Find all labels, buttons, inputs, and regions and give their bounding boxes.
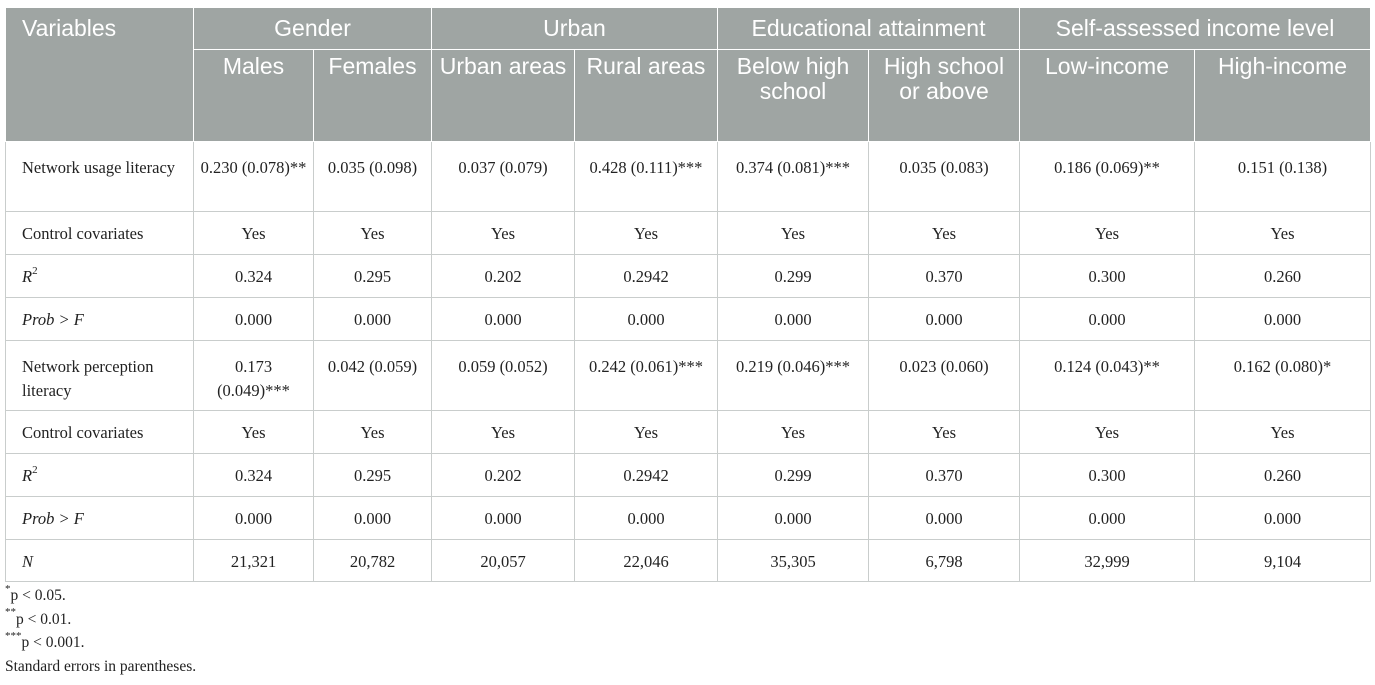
group-header-income: Self-assessed income level [1020,8,1371,50]
table-cell: 0.000 [194,497,314,540]
table-cell: 0.000 [314,298,432,341]
table-cell: Yes [314,411,432,454]
table-row [6,341,1371,411]
row-label: Prob > F [6,298,194,341]
table-cell: 0.023 (0.060) [869,341,1020,411]
subgroup-header-high-income: High-income [1195,50,1371,142]
results-table-container [5,7,1370,582]
footnote: *p < 0.05. [5,582,66,604]
table-cell: 0.370 [869,454,1020,497]
table-cell: Yes [1195,411,1371,454]
table-cell: 0.2942 [575,454,718,497]
footnote: **p < 0.01. [5,606,72,628]
table-cell: 0.428 (0.111)*** [575,142,718,212]
row-label-r-squared: $R^2$ [6,454,194,497]
table-cell: 22,046 [575,540,718,582]
table-cell: 0.000 [869,497,1020,540]
group-header-gender: Gender [194,8,432,50]
table-cell: 0.374 (0.081)*** [718,142,869,212]
table-row [6,255,1371,298]
table-row [6,142,1371,212]
table-cell: 0.042 (0.059) [314,341,432,411]
table-cell: 0.324 [194,255,314,298]
table-row [6,540,1371,582]
subgroup-header-males: Males [194,50,314,142]
table-cell: 0.300 [1020,454,1195,497]
table-cell: 0.000 [575,298,718,341]
header-subgroup-row [6,50,1371,142]
table-cell: 0.162 (0.080)* [1195,341,1371,411]
row-label: Control covariates [6,212,194,255]
table-cell: 0.295 [314,255,432,298]
table-cell: 21,321 [194,540,314,582]
table-cell: 20,782 [314,540,432,582]
table-cell: 0.299 [718,454,869,497]
table-cell: 0.000 [718,298,869,341]
table-cell: Yes [1020,212,1195,255]
table-cell: 0.2942 [575,255,718,298]
table-cell: 0.035 (0.098) [314,142,432,212]
table-cell: 0.000 [432,298,575,341]
table-header [6,8,1371,142]
table-cell: Yes [432,411,575,454]
row-label: Control covariates [6,411,194,454]
table-cell: 0.173 (0.049)*** [194,341,314,411]
row-label: Network usage literacy [6,142,194,212]
table-cell: Yes [575,212,718,255]
table-row [6,454,1371,497]
subgroup-header-high-school-or-above: High school or above [869,50,1020,142]
table-cell: 0.260 [1195,454,1371,497]
footnote: Standard errors in parentheses. [5,657,197,675]
results-table [5,7,1371,582]
table-cell: 0.000 [869,298,1020,341]
table-cell: 32,999 [1020,540,1195,582]
table-cell: 9,104 [1195,540,1371,582]
table-cell: Yes [869,212,1020,255]
table-cell: 0.295 [314,454,432,497]
table-cell: Yes [718,411,869,454]
table-cell: 0.000 [718,497,869,540]
table-cell: 0.202 [432,255,575,298]
row-label-r-squared: $R^2$ [6,255,194,298]
subgroup-header-below-high-school: Below high school [718,50,869,142]
table-cell: 0.059 (0.052) [432,341,575,411]
table-row [6,212,1371,255]
table-cell: 0.035 (0.083) [869,142,1020,212]
table-cell: Yes [194,212,314,255]
table-cell: Yes [314,212,432,255]
group-header-education: Educational attainment [718,8,1020,50]
table-cell: 35,305 [718,540,869,582]
table-cell: 0.186 (0.069)** [1020,142,1195,212]
variables-header: Variables [6,8,194,142]
header-group-row [6,8,1371,50]
table-cell: 0.000 [1020,298,1195,341]
table-cell: 0.000 [432,497,575,540]
table-cell: 0.000 [194,298,314,341]
table-row [6,298,1371,341]
table-cell: 0.000 [314,497,432,540]
table-cell: 0.230 (0.078)** [194,142,314,212]
table-cell: Yes [718,212,869,255]
table-cell: 0.000 [1195,497,1371,540]
table-cell: Yes [1020,411,1195,454]
table-cell: 0.000 [575,497,718,540]
table-cell: Yes [869,411,1020,454]
table-cell: Yes [575,411,718,454]
table-cell: 0.324 [194,454,314,497]
subgroup-header-rural-areas: Rural areas [575,50,718,142]
table-row [6,411,1371,454]
footnote: ***p < 0.001. [5,629,85,651]
table-cell: 0.037 (0.079) [432,142,575,212]
table-cell: 6,798 [869,540,1020,582]
row-label: N [6,540,194,582]
table-body [6,142,1371,582]
row-label: Prob > F [6,497,194,540]
table-cell: 0.124 (0.043)** [1020,341,1195,411]
table-cell: 0.370 [869,255,1020,298]
subgroup-header-low-income: Low-income [1020,50,1195,142]
table-cell: Yes [432,212,575,255]
table-cell: 0.202 [432,454,575,497]
subgroup-header-urban-areas: Urban areas [432,50,575,142]
table-cell: 0.000 [1020,497,1195,540]
table-cell: Yes [194,411,314,454]
row-label: Network perception literacy [6,341,194,411]
table-cell: 0.242 (0.061)*** [575,341,718,411]
table-cell: 0.260 [1195,255,1371,298]
table-cell: 0.151 (0.138) [1195,142,1371,212]
table-cell: 0.219 (0.046)*** [718,341,869,411]
subgroup-header-females: Females [314,50,432,142]
table-cell: 0.300 [1020,255,1195,298]
table-cell: 0.000 [1195,298,1371,341]
group-header-urban: Urban [432,8,718,50]
footnotes [5,584,196,678]
table-cell: 20,057 [432,540,575,582]
table-cell: Yes [1195,212,1371,255]
table-cell: 0.299 [718,255,869,298]
table-row [6,497,1371,540]
